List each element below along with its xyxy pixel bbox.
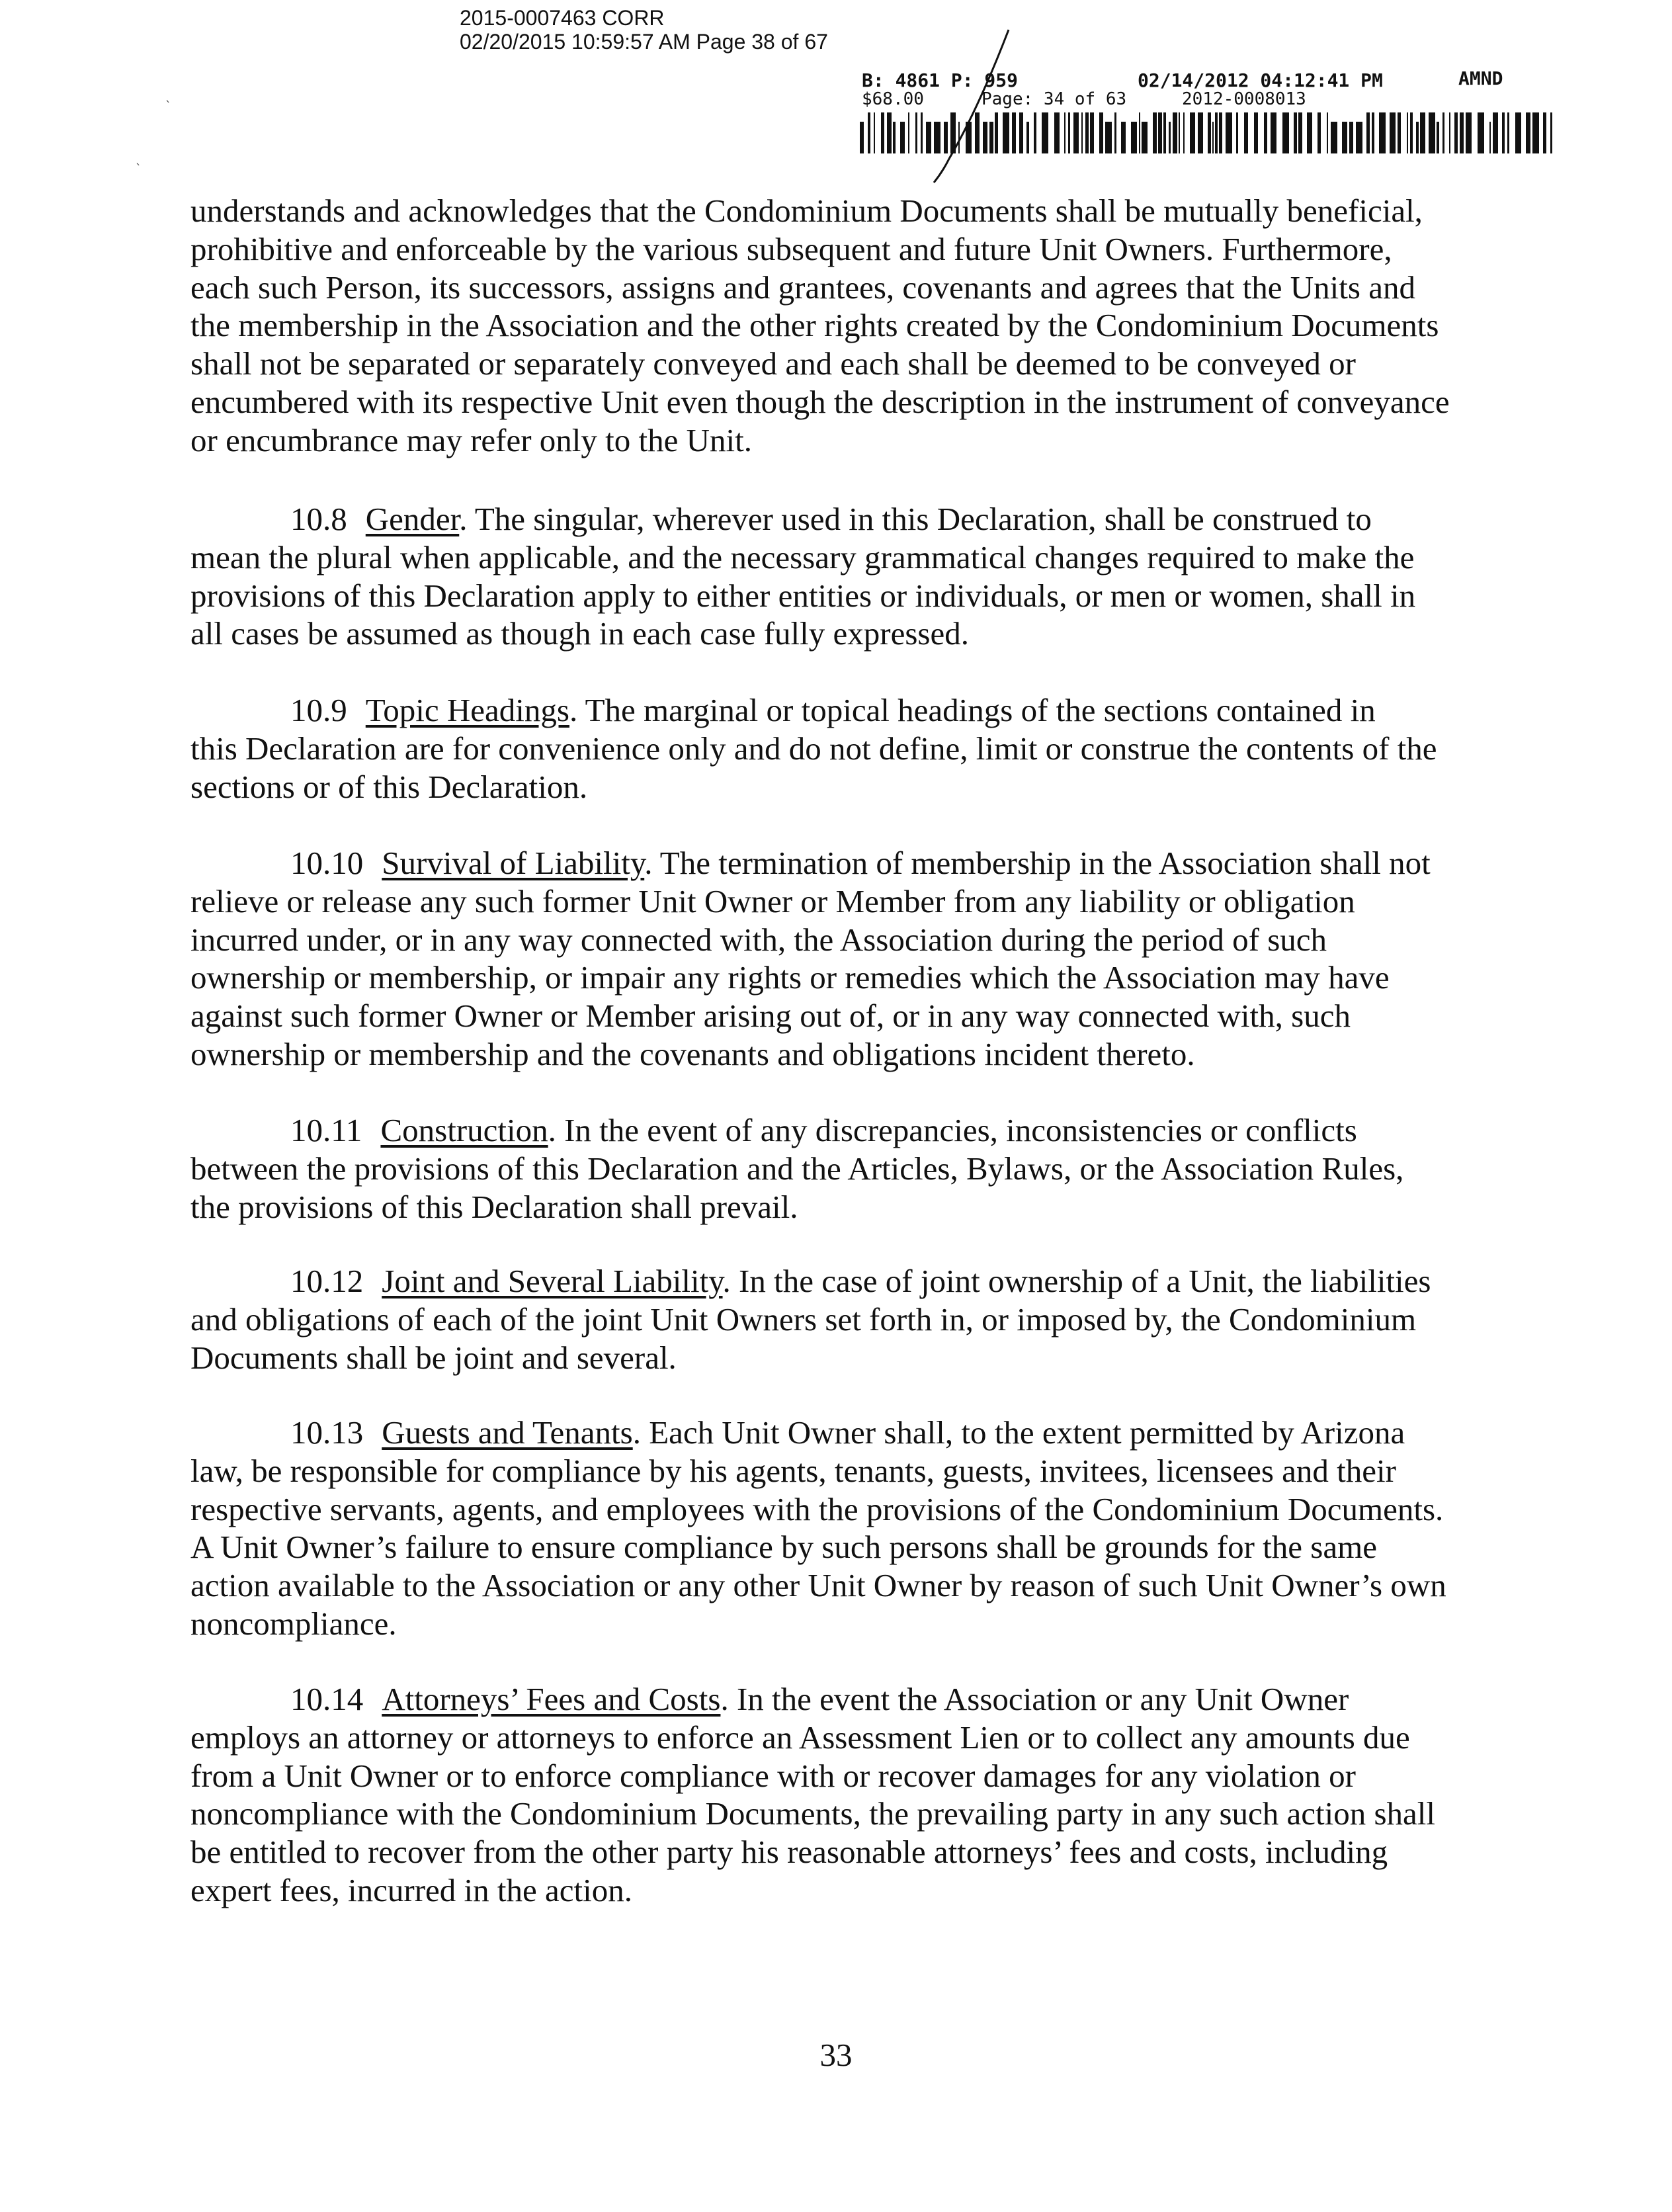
text-line: or encumbrance may refer only to the Unit. [190, 421, 753, 458]
document-id: 2015-0007463 CORR [460, 6, 665, 30]
scan-speck: ˋ [165, 99, 171, 113]
barcode-bar [1454, 112, 1458, 153]
section-first-line [190, 500, 1460, 538]
barcode-bar [1550, 112, 1552, 153]
section-first-line [190, 1262, 1460, 1300]
section-heading: Topic Headings [365, 692, 569, 728]
section-first-line-text: . The termination of membership in the Association shall not [644, 845, 1431, 881]
barcode-bar [1042, 112, 1048, 153]
barcode-bar [1271, 112, 1276, 153]
barcode-bar [1515, 112, 1521, 153]
barcode-bar [1390, 112, 1396, 153]
barcode-bar [1372, 112, 1374, 153]
barcode-bar [1460, 112, 1464, 153]
barcode-bar [1507, 112, 1509, 153]
section-number: 10.10 [290, 845, 364, 881]
section-heading: Survival of Liability [382, 845, 645, 881]
barcode-bar [1012, 112, 1016, 153]
barcode-bar [1226, 112, 1232, 153]
text-line: and obligations of each of the joint Unit Owners set forth in, or imposed by, the Condominium [190, 1300, 1417, 1338]
barcode-bar [1366, 112, 1370, 153]
barcode-bar [1244, 112, 1248, 153]
doc-type-stamp: AMND [1458, 67, 1503, 89]
barcode-bar [1356, 122, 1362, 153]
barcode-bar [1190, 112, 1195, 153]
section-number: 10.14 [290, 1681, 364, 1717]
text-line: ownership or membership, or impair any rights or remedies which the Association may have [190, 959, 1390, 996]
record-datetime-stamp: 02/14/2012 04:12:41 PM [1138, 69, 1383, 91]
section-first-line-text: . The marginal or topical headings of the sections contained in [569, 692, 1376, 728]
barcode-bar [1208, 112, 1211, 153]
section-heading: Attorneys’ Fees and Costs [382, 1681, 721, 1717]
barcode-bar [1068, 112, 1070, 153]
section-10-9 [190, 691, 1460, 806]
barcode-bar [1198, 112, 1203, 153]
barcode-bar [1121, 122, 1126, 153]
text-line: ownership or membership and the covenants and obligations incident thereto. [190, 1035, 1195, 1072]
text-line: employs an attorney or attorneys to enforce an Assessment Lien or to collect any amounts due [190, 1719, 1410, 1756]
barcode-bar [1327, 112, 1328, 153]
text-line: action available to the Association or any other Unit Owner by reason of such Unit Owner’s own [190, 1567, 1446, 1604]
barcode-bar [1085, 112, 1089, 153]
barcode-bar [1034, 112, 1036, 153]
barcode-bar [1081, 112, 1083, 153]
barcode-bar [860, 122, 864, 153]
barcode-bar [1429, 112, 1435, 153]
section-10-13 [190, 1414, 1460, 1643]
barcode-bar [1331, 122, 1337, 153]
barcode-bar [1317, 112, 1321, 153]
record-number-stamp: 2012-0008013 [1182, 89, 1306, 109]
text-line: against such former Owner or Member arising out of, or in any way connected with, such [190, 998, 1351, 1035]
fee-stamp: $68.00 [862, 89, 924, 109]
barcode-bar [1131, 122, 1137, 153]
text-line: relieve or release any such former Unit Owner or Member from any liability or obligation [190, 882, 1355, 919]
text-line: provisions of this Declaration apply to either entities or individuals, or men or women, shall in [190, 577, 1416, 614]
barcode-bar [1064, 112, 1066, 153]
barcode-bar [1212, 122, 1214, 153]
section-first-line-text: . Each Unit Owner shall, to the extent permitted by Arizona [632, 1414, 1405, 1451]
barcode-bar [874, 112, 875, 153]
book-page-stamp: B: 4861 P: 959 [862, 69, 1019, 91]
section-number: 10.8 [290, 501, 347, 537]
barcode-bar [1478, 112, 1484, 153]
barcode-bar [1282, 112, 1289, 153]
barcode-bar [1379, 112, 1386, 153]
text-line: A Unit Owner’s failure to ensure compliance by such persons shall be grounds for the same [190, 1529, 1377, 1566]
section-number: 10.13 [290, 1414, 364, 1451]
barcode-bar [1502, 112, 1505, 153]
barcode-bar [868, 112, 870, 153]
section-heading: Joint and Several Liability [382, 1263, 723, 1299]
barcode-bar [1183, 112, 1185, 153]
barcode-bar [887, 112, 892, 153]
text-line: from a Unit Owner or to enforce compliance with or recover damages for any violation or [190, 1757, 1356, 1794]
text-line: shall not be separated or separately conveyed and each shall be deemed to be conveyed or [190, 345, 1356, 382]
section-first-line-text: . In the event of any discrepancies, inconsistencies or conflicts [548, 1112, 1357, 1148]
text-line: law, be responsible for compliance by his agents, tenants, guests, invitees, licensees and their [190, 1452, 1396, 1489]
barcode-bar [915, 112, 917, 153]
barcode-bar [1298, 112, 1302, 153]
section-10-8 [190, 500, 1460, 653]
barcode-bar [1543, 112, 1546, 153]
barcode-bar [1442, 112, 1444, 153]
barcode-bar [1139, 112, 1140, 153]
record-page-stamp: Page: 34 of 63 [982, 89, 1127, 109]
barcode-bar [1163, 112, 1166, 153]
section-heading: Construction [380, 1112, 548, 1148]
barcode-bar [1026, 122, 1029, 153]
document-timestamp: 02/20/2015 10:59:57 AM Page 38 of 67 [460, 30, 828, 54]
barcode-bar [1407, 112, 1408, 153]
barcode-bar [1215, 112, 1218, 153]
section-first-line-text: . In the case of joint ownership of a Unit, the liabilities [722, 1263, 1431, 1299]
barcode-bar [1090, 112, 1094, 153]
barcode-bar [1466, 112, 1472, 153]
barcode-bar [1489, 122, 1491, 153]
section-10-14 [190, 1680, 1460, 1910]
text-line: be entitled to recover from the other party his reasonable attorneys’ fees and costs, including [190, 1834, 1388, 1871]
barcode-bar [1236, 112, 1238, 153]
barcode-bar [1099, 112, 1103, 153]
text-line: prohibitive and enforceable by the various subsequent and future Unit Owners. Furthermore, [190, 230, 1392, 267]
page-number: 33 [819, 2037, 853, 2073]
section-number: 10.9 [290, 692, 347, 728]
section-heading: Gender [365, 501, 460, 537]
handwritten-slash-mark [919, 26, 1012, 185]
barcode-bar [1410, 112, 1413, 153]
barcode-bar [1307, 112, 1312, 153]
text-line: noncompliance. [190, 1605, 397, 1642]
barcode-bar [1342, 122, 1347, 153]
barcode-bar [908, 112, 909, 153]
text-line: noncompliance with the Condominium Documents, the prevailing party in any such action shall [190, 1795, 1436, 1832]
section-heading: Guests and Tenants [382, 1414, 633, 1451]
text-line: understands and acknowledges that the Condominium Documents shall be mutually beneficial, [190, 192, 1423, 229]
barcode-bar [1254, 112, 1258, 153]
text-line: incurred under, or in any way connected with, the Association during the period of such [190, 921, 1327, 958]
barcode-bar [1158, 112, 1162, 153]
barcode-bar [1264, 112, 1267, 153]
section-first-line [190, 1680, 1460, 1719]
barcode-bar [1493, 112, 1498, 153]
barcode-bar [893, 122, 896, 153]
text-line: the membership in the Association and the other rights created by the Condominium Documents [190, 307, 1439, 344]
text-line: respective servants, agents, and employees with the provisions of the Condominium Documents. [190, 1490, 1444, 1527]
barcode-bar [1420, 112, 1425, 153]
barcode-bar [1416, 122, 1419, 153]
text-line: each such Person, its successors, assigns and grantees, covenants and agrees that the Units and [190, 269, 1415, 306]
barcode-bar [1179, 112, 1180, 153]
section-10-10 [190, 844, 1460, 1074]
barcode-bar [1054, 112, 1060, 153]
text-line: the provisions of this Declaration shall prevail. [190, 1188, 798, 1225]
scan-speck: ˋ [136, 162, 142, 176]
barcode-bar [1449, 112, 1450, 153]
section-first-line [190, 1414, 1460, 1452]
section-first-line [190, 1111, 1460, 1150]
section-first-line-text: . The singular, wherever used in this Declaration, shall be construed to [459, 501, 1372, 537]
text-line: between the provisions of this Declaration and the Articles, Bylaws, or the Association Rules, [190, 1150, 1404, 1187]
barcode-bar [1532, 112, 1539, 153]
barcode-bar [1526, 112, 1530, 153]
section-first-line [190, 691, 1460, 730]
section-first-line-text: . In the event the Association or any Unit Owner [720, 1681, 1349, 1717]
barcode-bar [1153, 112, 1157, 153]
barcode-bar [1294, 112, 1297, 153]
barcode-bar [1398, 112, 1401, 153]
barcode-bar [1437, 122, 1439, 153]
barcode-bar [1173, 112, 1177, 153]
barcode-bar [900, 122, 905, 153]
section-number: 10.11 [290, 1112, 362, 1148]
barcode-bar [1349, 122, 1353, 153]
paragraph-continuation [190, 192, 1460, 460]
barcode-bar [1142, 122, 1148, 153]
barcode-bar [881, 112, 884, 153]
text-line: all cases be assumed as though in each case fully expressed. [190, 615, 969, 652]
section-number: 10.12 [290, 1263, 364, 1299]
text-line: sections or of this Declaration. [190, 768, 588, 805]
barcode-bar [1114, 112, 1116, 153]
barcode-bar [1073, 112, 1079, 153]
barcode-bar [1219, 112, 1222, 153]
section-first-line [190, 844, 1460, 882]
barcode-bar [1169, 122, 1171, 153]
text-line: Documents shall be joint and several. [190, 1339, 677, 1376]
text-line: this Declaration are for convenience only and do not define, limit or construe the contents of the [190, 730, 1437, 767]
text-line: mean the plural when applicable, and the necessary grammatical changes required to make the [190, 538, 1415, 575]
barcode-bar [1105, 122, 1112, 153]
section-10-11 [190, 1111, 1460, 1226]
text-line: expert fees, incurred in the action. [190, 1871, 633, 1908]
barcode-bar [1019, 112, 1023, 153]
section-10-12 [190, 1262, 1460, 1377]
text-line: encumbered with its respective Unit even though the description in the instrument of conveyance [190, 383, 1450, 420]
